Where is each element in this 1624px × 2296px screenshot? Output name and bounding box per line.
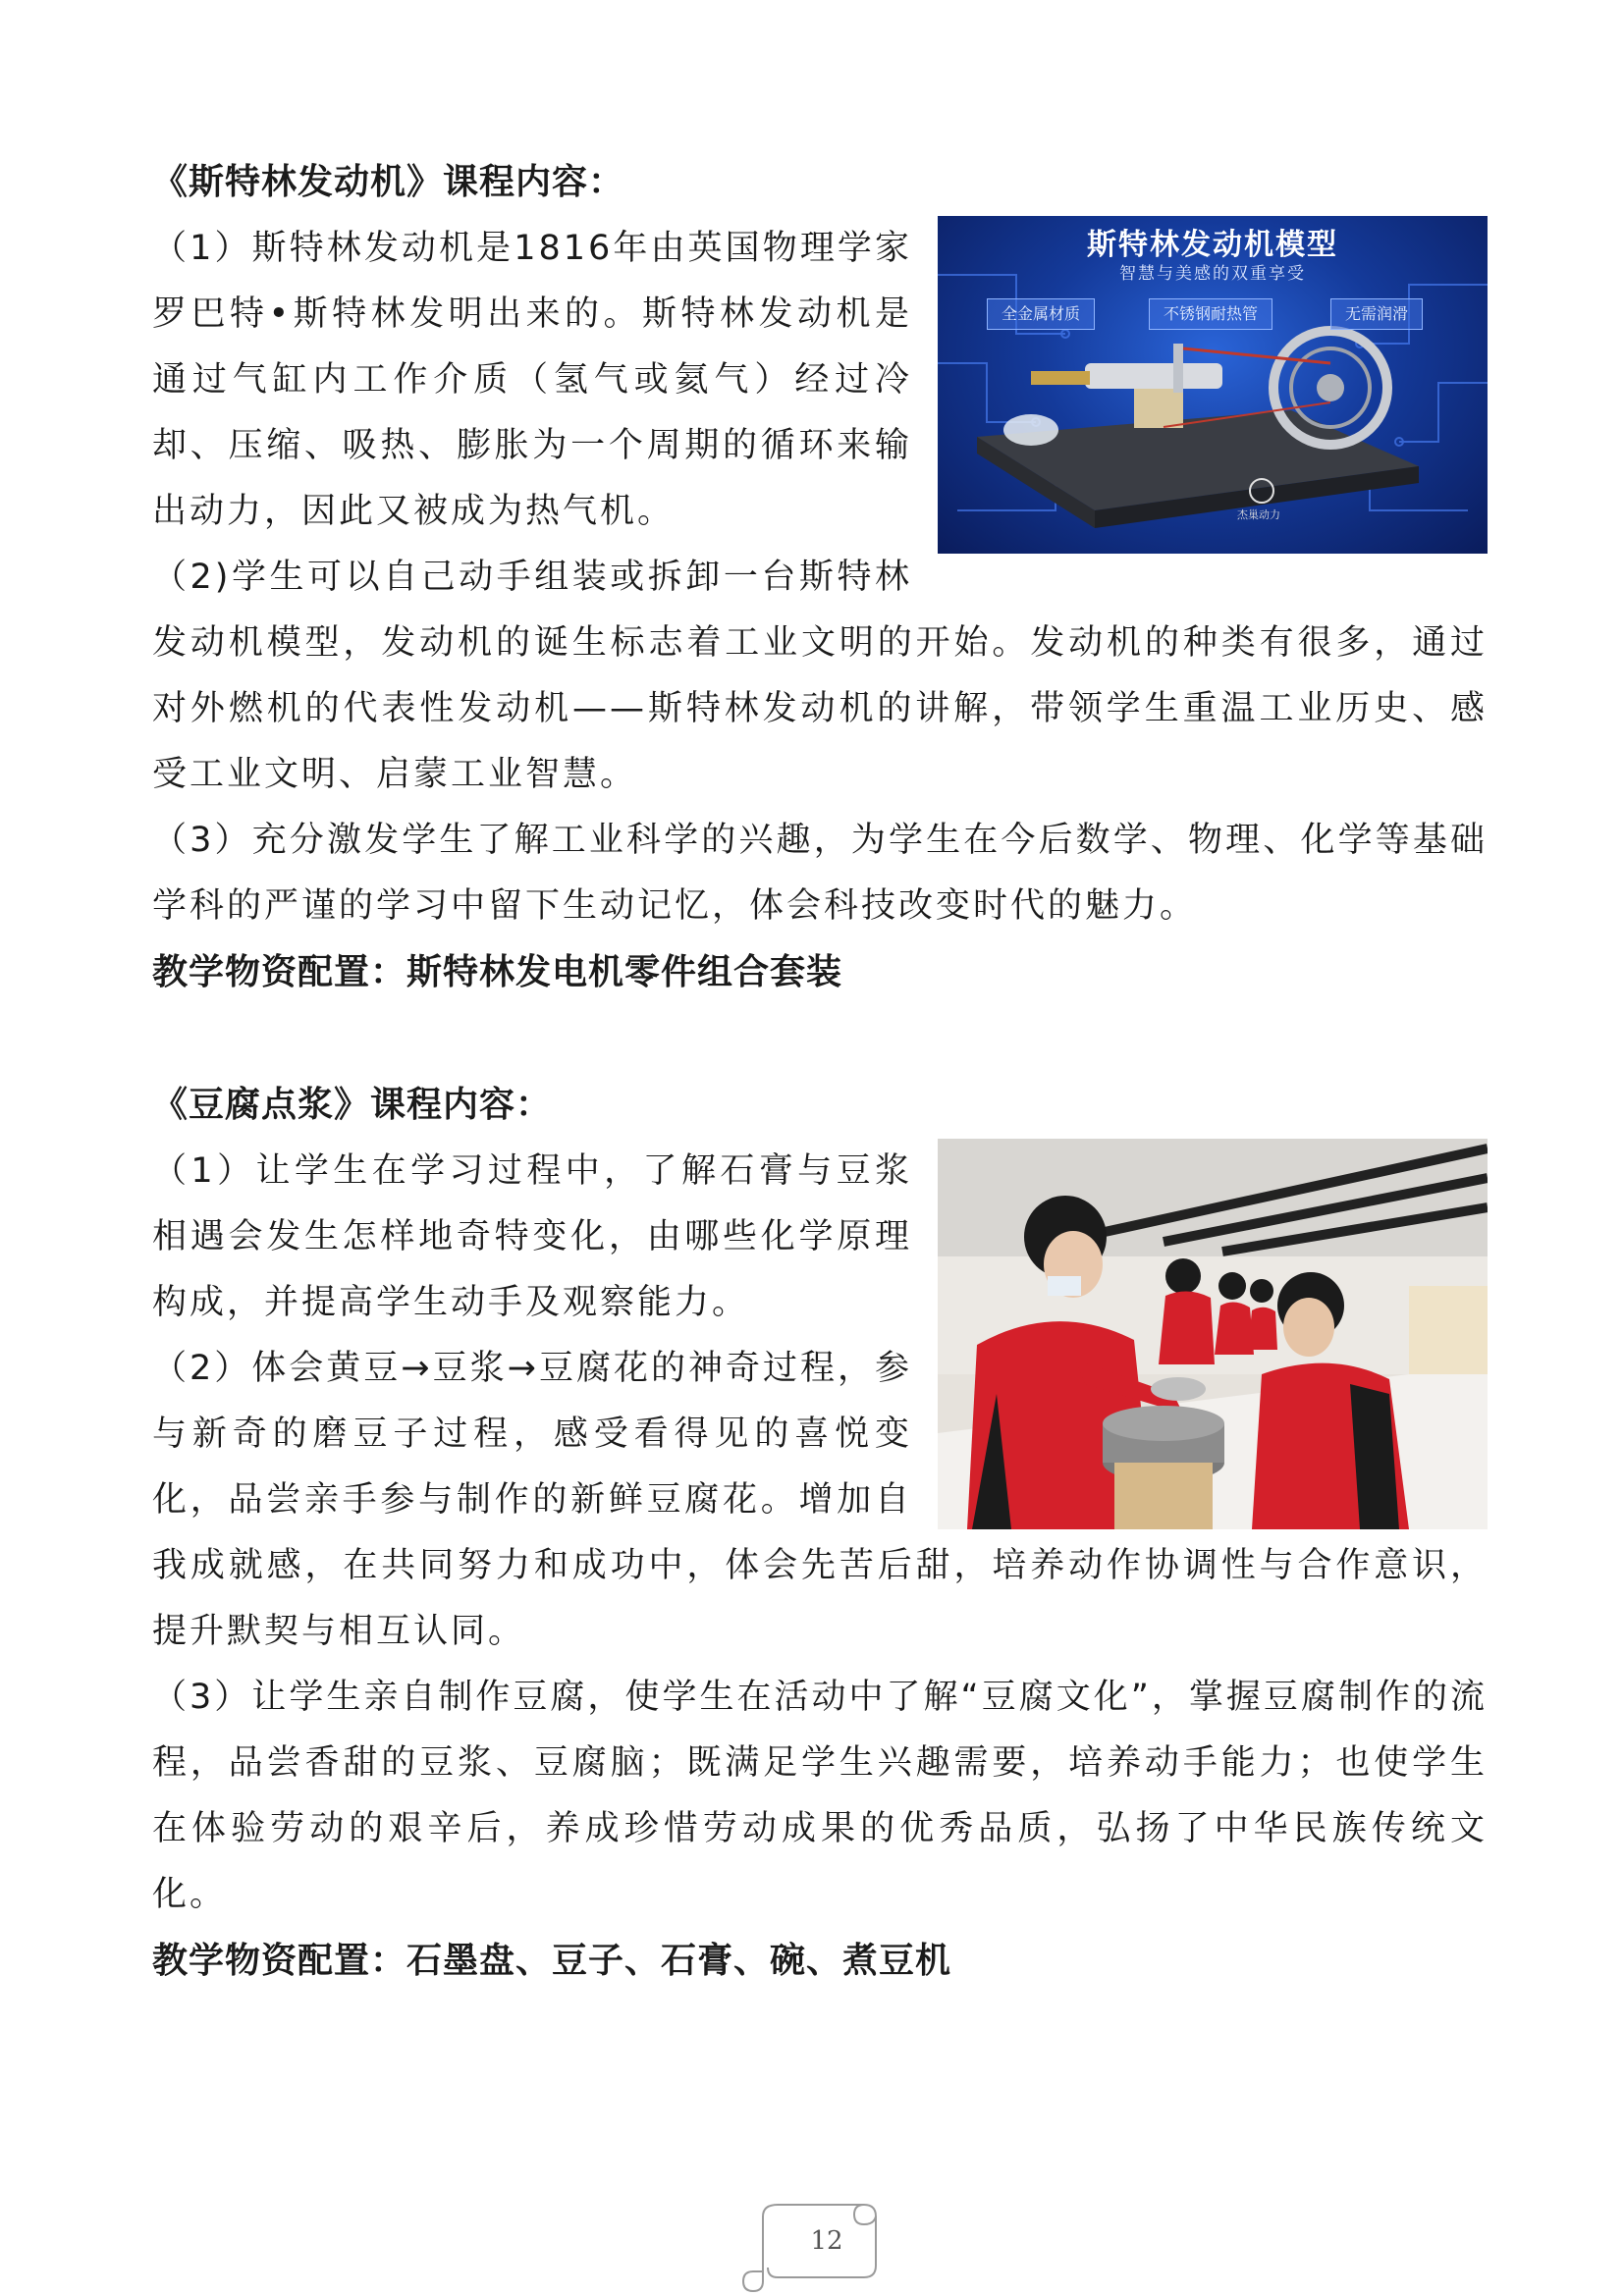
tofu-paragraph-3: （3）让学生亲自制作豆腐，使学生在活动中了解“豆腐文化”，掌握豆腐制作的流程，品尝香甜的豆浆、豆腐脑；既满足学生兴趣需要，培养动手能力；也使学生在体验劳动的艰辛后，养成珍惜劳动成果的优秀品质，弘扬了中华民族传统文化。 [152, 1678, 1488, 1914]
tofu-paragraph-2: （2）体会黄豆→豆浆→豆腐花的神奇过程，参与新奇的磨豆子过程，感受看得见的喜悦变化，品尝亲手参与制作的新鲜豆腐花。增加自我成就感，在共同努力和成功中，体会先苦后甜，培养动作协调性与合作意识，提升默契与相互认同。 [152, 1349, 1488, 1651]
engine-chip-2: 不锈钢耐热管 [1149, 298, 1272, 330]
engine-logo-text: 杰巢动力 [1237, 508, 1280, 521]
tofu-paragraph-1: （1）让学生在学习过程中，了解石膏与豆浆相遇会发生怎样地奇特变化，由哪些化学原理构成，并提高学生动手及观察能力。 [152, 1151, 912, 1322]
tofu-class-photo [938, 1139, 1488, 1529]
stirling-engine-image [938, 216, 1488, 554]
stirling-heading: 《斯特林发动机》课程内容： [152, 162, 625, 202]
engine-image-title: 斯特林发动机模型 [1087, 228, 1338, 262]
stirling-section [152, 155, 1488, 1005]
tofu-section [152, 1078, 1488, 1994]
page-number: 12 [810, 2226, 843, 2256]
tofu-heading: 《豆腐点浆》课程内容： [152, 1085, 553, 1125]
stirling-paragraph-1: （1）斯特林发动机是1816年由英国物理学家罗巴特•斯特林发明出来的。斯特林发动机是通过气缸内工作介质（氢气或氦气）经过冷却、压缩、吸热、膨胀为一个周期的循环来输出动力，因此又被成为热气机。 [152, 229, 912, 531]
stirling-materials: 教学物资配置：斯特林发电机零件组合套装 [152, 952, 843, 992]
engine-image-subtitle: 智慧与美感的双重享受 [1119, 264, 1306, 284]
tofu-materials: 教学物资配置：石墨盘、豆子、石膏、碗、煮豆机 [152, 1941, 952, 1981]
engine-chip-3: 无需润滑 [1330, 298, 1423, 330]
engine-chip-1: 全金属材质 [987, 298, 1095, 330]
tofu-photo-drawing [938, 1139, 1488, 1529]
stirling-paragraph-3: （3）充分激发学生了解工业科学的兴趣，为学生在今后数学、物理、化学等基础学科的严谨的学习中留下生动记忆，体会科技改变时代的魅力。 [152, 821, 1488, 926]
stirling-paragraph-2: （2)学生可以自己动手组装或拆卸一台斯特林发动机模型，发动机的诞生标志着工业文明的开始。发动机的种类有很多，通过对外燃机的代表性发动机——斯特林发动机的讲解，带领学生重温工业历史、感受工业文明、启蒙工业智慧。 [152, 558, 1488, 794]
